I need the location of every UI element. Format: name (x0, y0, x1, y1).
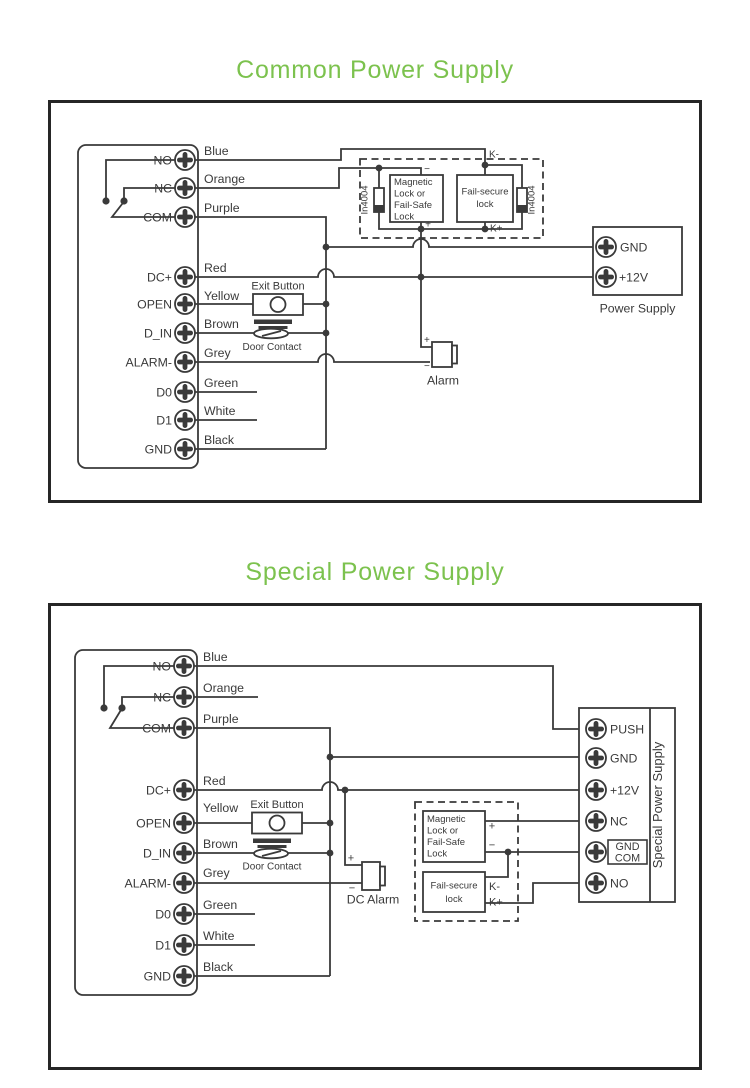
common-power-supply-diagram (48, 100, 702, 503)
magnetic-lock-text-3: Fail-Safe (427, 837, 466, 848)
wire-label-red: Red (203, 774, 226, 788)
k-plus-mark: K+ (490, 223, 503, 235)
wire-label-red: Red (204, 261, 227, 275)
terminal-label-d0: D0 (155, 907, 171, 922)
sps-gnd-label: GND (610, 751, 638, 766)
wire-label-black: Black (204, 433, 235, 447)
alarm-box (432, 342, 452, 367)
alarm-box-side (452, 346, 457, 364)
terminal-label-gnd: GND (143, 969, 171, 984)
exit-button-icon (270, 816, 285, 831)
terminal-label-no: NO (153, 153, 172, 168)
terminal-label-dc: DC+ (146, 783, 171, 798)
lock-minus-mark: − (424, 164, 430, 175)
exit-button-label: Exit Button (251, 280, 305, 293)
magnetic-lock-text-2: Lock or (394, 188, 426, 200)
door-contact-label: Door Contact (242, 342, 302, 353)
terminal-label-gnd: GND (144, 442, 172, 457)
diode-label-right: In4004 (526, 185, 538, 215)
terminal-label-alarm: ALARM- (124, 876, 171, 891)
wire-label-grey: Grey (204, 346, 231, 360)
sps-gndcom-gnd: GND (615, 841, 640, 853)
dc-alarm-plus-mark: + (347, 852, 355, 865)
lock-minus-mark: − (488, 839, 496, 852)
diagram1-title: Common Power Supply (236, 56, 514, 84)
lock-plus-mark: + (488, 820, 496, 833)
door-contact-magnet-bar (254, 320, 292, 325)
terminal-label-nc: NC (153, 690, 171, 705)
terminal-label-com: COM (143, 210, 172, 225)
wire-label-yellow: Yellow (204, 289, 240, 303)
ps-12v-label: +12V (619, 270, 649, 285)
magnetic-lock-text-1: Magnetic (427, 814, 466, 825)
ps-gnd-label: GND (620, 240, 648, 255)
sps-no-label: NO (610, 876, 629, 891)
wire-label-blue: Blue (204, 144, 229, 158)
terminal-label-d1: D1 (155, 938, 171, 953)
diode-band-right (517, 205, 527, 212)
dc-alarm-label: DC Alarm (346, 892, 400, 907)
dc-alarm-minus-mark: − (348, 882, 356, 895)
door-contact-label: Door Contact (242, 861, 302, 873)
k-minus-mark: K- (489, 149, 499, 161)
terminal-label-din: D_IN (142, 846, 171, 861)
fail-secure-text-1: Fail-secure (461, 186, 509, 198)
diode-band-left (374, 205, 384, 212)
power-supply-label: Power Supply (599, 301, 676, 316)
wire-label-orange: Orange (204, 172, 246, 186)
fail-secure-lock-box (423, 872, 485, 912)
wire-label-purple: Purple (203, 712, 239, 726)
terminal-label-d0: D0 (156, 385, 172, 400)
magnetic-lock-text-4: Lock (427, 848, 448, 860)
dc-alarm-box (362, 862, 380, 890)
alarm-plus-mark: + (424, 335, 430, 346)
terminal-label-alarm: ALARM- (125, 355, 172, 370)
terminal-label-open: OPEN (137, 297, 172, 312)
terminal-label-com: COM (142, 721, 171, 736)
wire-label-black: Black (203, 960, 234, 974)
wire-label-brown: Brown (204, 317, 239, 331)
wire-label-blue: Blue (203, 650, 228, 664)
fail-secure-text-1: Fail-secure (430, 880, 478, 892)
door-contact-bar (258, 845, 287, 848)
sps-push-label: PUSH (610, 722, 645, 737)
alarm-label: Alarm (426, 373, 460, 388)
terminal-label-dc: DC+ (147, 270, 172, 285)
sps-nc-label: NC (610, 814, 628, 829)
fail-secure-text-2: lock (476, 199, 494, 210)
door-contact-magnet-bar (253, 839, 291, 844)
wire-label-green: Green (203, 898, 238, 912)
magnetic-lock-text-1: Magnetic (394, 177, 433, 188)
terminal-label-din: D_IN (143, 326, 172, 341)
lock-plus-mark: + (425, 219, 431, 231)
wire-label-white: White (203, 929, 235, 943)
wire-label-yellow: Yellow (203, 801, 239, 815)
magnetic-lock-text-3: Fail-Safe (394, 200, 433, 211)
sps-12v-label: +12V (610, 783, 640, 798)
terminal-label-open: OPEN (136, 816, 171, 831)
special-power-supply-label: Special Power Supply (650, 741, 665, 869)
fail-secure-text-2: lock (445, 894, 463, 905)
alarm-minus-mark: − (424, 361, 430, 372)
wire-label-orange: Orange (203, 681, 245, 695)
terminal-label-nc: NC (154, 181, 172, 196)
exit-button-icon (271, 297, 286, 312)
diagram2-title: Special Power Supply (245, 558, 505, 586)
wire-label-green: Green (204, 376, 239, 390)
special-power-supply-diagram (48, 603, 702, 1070)
wire-label-white: White (204, 404, 236, 418)
k-plus-mark: K+ (489, 896, 503, 909)
wire-label-purple: Purple (204, 201, 240, 215)
magnetic-lock-text-4: Lock (394, 211, 415, 223)
wire-label-grey: Grey (203, 866, 230, 880)
k-minus-mark: K- (489, 881, 500, 893)
terminal-label-d1: D1 (156, 413, 172, 428)
magnetic-lock-text-2: Lock or (427, 825, 459, 837)
dc-alarm-box-side (380, 867, 385, 886)
terminal-label-no: NO (152, 659, 171, 674)
diode-label-left: In4004 (359, 185, 371, 215)
sps-gndcom-com: COM (614, 852, 641, 865)
wire-label-brown: Brown (203, 837, 238, 851)
exit-button-label: Exit Button (250, 799, 304, 811)
